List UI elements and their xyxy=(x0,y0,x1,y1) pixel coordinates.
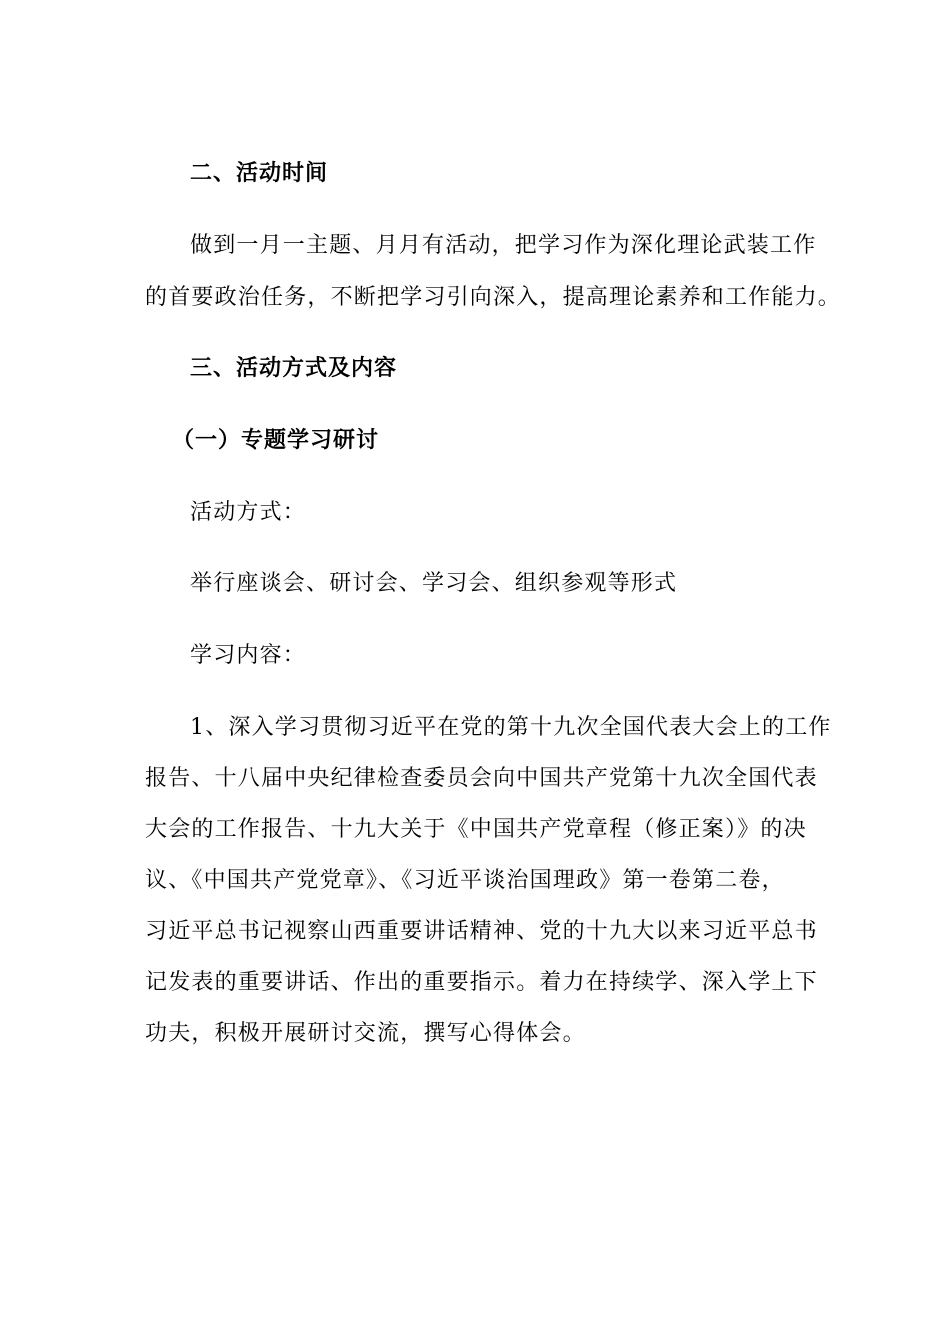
activity-method-text: 举行座谈会、研讨会、学习会、组织参观等形式 xyxy=(190,571,678,596)
section-three-subheading: （一）专题学习研讨 xyxy=(172,428,380,453)
activity-method-label: 活动方式： xyxy=(190,500,307,525)
item1-line-7: 功夫，积极开展研讨交流，撰写心得体会。 xyxy=(145,1021,586,1046)
section-two-heading: 二、活动时间 xyxy=(190,161,329,186)
item1-line-6: 记发表的重要讲话、作出的重要指示。着力在持续学、深入学上下 xyxy=(145,970,818,995)
section-two-paragraph-line-1: 做到一月一主题、月月有活动，把学习作为深化理论武装工作 xyxy=(190,233,817,258)
item1-line-1: 1、深入学习贯彻习近平在党的第十九次全国代表大会上的工作 xyxy=(190,715,832,740)
item1-line-2: 报告、十八届中央纪律检查委员会向中国共产党第十九次全国代表 xyxy=(145,766,818,791)
study-content-label: 学习内容： xyxy=(190,643,307,668)
section-two-paragraph-line-2: 的首要政治任务，不断把学习引向深入，提高理论素养和工作能力。 xyxy=(145,285,842,310)
section-three-heading: 三、活动方式及内容 xyxy=(190,356,398,381)
item1-line-4: 议、《中国共产党党章》、《习近平谈治国理政》第一卷第二卷， xyxy=(145,868,785,893)
item1-line-5: 习近平总书记视察山西重要讲话精神、党的十九大以来习近平总书 xyxy=(145,919,818,944)
item1-line-3: 大会的工作报告、十九大关于《中国共产党章程（修正案）》的决 xyxy=(145,817,807,842)
